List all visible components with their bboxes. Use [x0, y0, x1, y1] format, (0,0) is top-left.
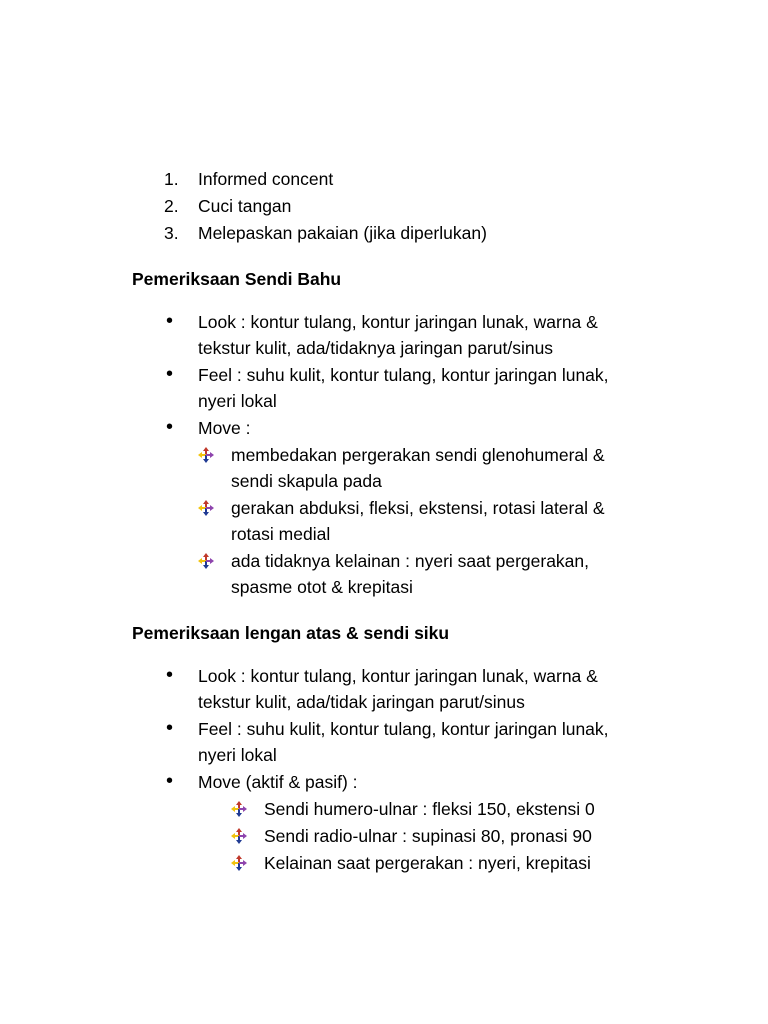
sub-list-item: Sendi radio-ulnar : supinasi 80, pronasi 90: [264, 826, 592, 846]
sub-list-item: spasme otot & krepitasi: [231, 577, 413, 597]
bullet-dot: •: [166, 770, 174, 792]
list-item: Feel : suhu kulit, kontur tulang, kontur jaringan lunak,: [198, 365, 609, 385]
bullet-dot: •: [166, 363, 174, 385]
list-item: Move (aktif & pasif) :: [198, 772, 358, 792]
list-item: nyeri lokal: [198, 745, 277, 765]
four-arrow-bullet-icon: [231, 855, 247, 871]
four-arrow-bullet-icon: [198, 553, 214, 569]
list-number: 1.: [164, 169, 179, 189]
four-arrow-bullet-icon: [231, 801, 247, 817]
section-heading: Pemeriksaan Sendi Bahu: [132, 269, 342, 289]
list-item: Melepaskan pakaian (jika diperlukan): [198, 223, 487, 243]
sub-list-item: ada tidaknya kelainan : nyeri saat pergerakan,: [231, 551, 590, 571]
bullet-dot: •: [166, 717, 174, 739]
sub-list-item: Sendi humero-ulnar : fleksi 150, ekstensi 0: [264, 799, 595, 819]
sub-list-item: membedakan pergerakan sendi glenohumeral &: [231, 445, 605, 465]
list-item: tekstur kulit, ada/tidak jaringan parut/sinus: [198, 692, 525, 712]
list-item: Cuci tangan: [198, 196, 292, 216]
four-arrow-bullet-icon: [231, 828, 247, 844]
sub-list-item: rotasi medial: [231, 524, 331, 544]
list-number: 3.: [164, 223, 179, 243]
sub-list-item: Kelainan saat pergerakan : nyeri, krepitasi: [264, 853, 591, 873]
list-number: 2.: [164, 196, 179, 216]
bullet-dot: •: [166, 310, 174, 332]
list-item: nyeri lokal: [198, 391, 277, 411]
list-item: Look : kontur tulang, kontur jaringan lunak, warna &: [198, 666, 598, 686]
list-item: Look : kontur tulang, kontur jaringan lunak, warna &: [198, 312, 598, 332]
list-item: Move :: [198, 418, 251, 438]
list-item: Feel : suhu kulit, kontur tulang, kontur jaringan lunak,: [198, 719, 609, 739]
bullet-dot: •: [166, 664, 174, 686]
sub-list-item: sendi skapula pada: [231, 471, 382, 491]
list-item: tekstur kulit, ada/tidaknya jaringan parut/sinus: [198, 338, 554, 358]
four-arrow-bullet-icon: [198, 447, 214, 463]
section-heading: Pemeriksaan lengan atas & sendi siku: [132, 623, 450, 643]
four-arrow-bullet-icon: [198, 500, 214, 516]
list-item: Informed concent: [198, 169, 334, 189]
sub-list-item: gerakan abduksi, fleksi, ekstensi, rotasi lateral &: [231, 498, 605, 518]
bullet-dot: •: [166, 416, 174, 438]
